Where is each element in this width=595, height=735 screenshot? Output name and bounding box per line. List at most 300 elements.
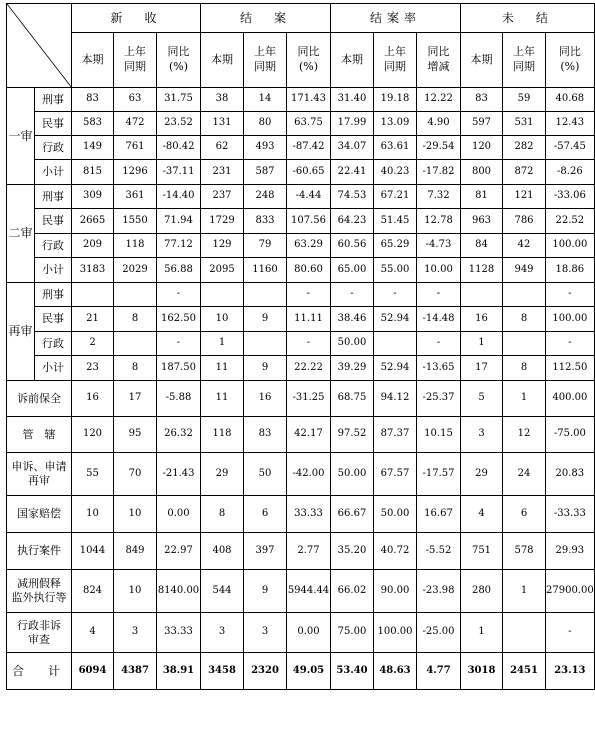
cell-closed-prior: 248 — [244, 185, 287, 209]
cell-closed-current: 237 — [201, 185, 244, 209]
cell-closed-change: 42.17 — [287, 417, 331, 453]
cell-closed-current: 1 — [201, 332, 244, 356]
corner-cell — [7, 4, 72, 88]
cell-close-rate-current: 50.00 — [331, 332, 374, 356]
cell-closed-change: 22.22 — [287, 356, 331, 381]
cell-closed-change: 33.33 — [287, 496, 331, 533]
cell-pending-current: 1 — [461, 332, 503, 356]
cell-new-prior: 10 — [114, 496, 157, 533]
cell-new-prior: 17 — [114, 381, 157, 417]
cell-new-current — [72, 283, 114, 307]
cell-pending-change: 12.43 — [546, 112, 595, 136]
cell-close-rate-prior: 65.29 — [374, 234, 417, 258]
cell-new-change: 26.32 — [157, 417, 201, 453]
cell-new-change: 162.50 — [157, 307, 201, 332]
cell-close-rate-change: 10.00 — [417, 258, 461, 283]
total-label: 合 计 — [7, 653, 72, 690]
cell-new-change: 23.52 — [157, 112, 201, 136]
cell-new-change: - — [157, 332, 201, 356]
cell-closed-prior: 14 — [244, 88, 287, 112]
cell-new-current: 6094 — [72, 653, 114, 690]
cell-new-current: 824 — [72, 570, 114, 613]
cell-new-prior: 472 — [114, 112, 157, 136]
cell-closed-change: - — [287, 332, 331, 356]
cell-pending-current: 81 — [461, 185, 503, 209]
cell-pending-change: -57.45 — [546, 136, 595, 160]
cell-new-current: 583 — [72, 112, 114, 136]
cell-close-rate-current: 75.00 — [331, 613, 374, 653]
cell-new-change: 31.75 — [157, 88, 201, 112]
row-label: 小计 — [35, 160, 72, 185]
cell-new-current: 209 — [72, 234, 114, 258]
cell-pending-current: 800 — [461, 160, 503, 185]
cell-new-current: 309 — [72, 185, 114, 209]
subheader-pending-prior: 上年 同期 — [503, 33, 546, 88]
cell-closed-current — [201, 283, 244, 307]
cell-new-change: - — [157, 283, 201, 307]
cell-new-current: 10 — [72, 496, 114, 533]
cell-pending-change: -33.33 — [546, 496, 595, 533]
cell-closed-current: 2095 — [201, 258, 244, 283]
cell-new-change: -21.43 — [157, 453, 201, 496]
cell-closed-current: 10 — [201, 307, 244, 332]
cell-closed-prior: 9 — [244, 570, 287, 613]
cell-pending-change: 22.52 — [546, 209, 595, 234]
cell-pending-prior: 2451 — [503, 653, 546, 690]
cell-closed-prior: 1160 — [244, 258, 287, 283]
cell-pending-prior — [503, 613, 546, 653]
cell-new-current: 2 — [72, 332, 114, 356]
cell-pending-change: - — [546, 613, 595, 653]
cell-close-rate-prior: 52.94 — [374, 307, 417, 332]
row-label: 民事 — [35, 307, 72, 332]
cell-closed-current: 29 — [201, 453, 244, 496]
cell-new-prior: 4387 — [114, 653, 157, 690]
cell-close-rate-change: -13.65 — [417, 356, 461, 381]
cell-new-current: 21 — [72, 307, 114, 332]
section-label: 一审 — [7, 88, 35, 185]
cell-pending-change: 400.00 — [546, 381, 595, 417]
cell-closed-change: 5944.44 — [287, 570, 331, 613]
cell-pending-current: 16 — [461, 307, 503, 332]
cell-pending-prior — [503, 283, 546, 307]
cell-close-rate-change: -4.73 — [417, 234, 461, 258]
cell-close-rate-current: 53.40 — [331, 653, 374, 690]
cell-pending-current: 751 — [461, 533, 503, 570]
row-label: 减刑假释 监外执行等 — [7, 570, 72, 613]
cell-closed-current: 3 — [201, 613, 244, 653]
table-row — [7, 185, 595, 209]
cell-closed-change: 49.05 — [287, 653, 331, 690]
cell-closed-change: 2.77 — [287, 533, 331, 570]
row-label: 管 辖 — [7, 417, 72, 453]
cell-close-rate-prior — [374, 332, 417, 356]
row-label: 诉前保全 — [7, 381, 72, 417]
cell-close-rate-current: 50.00 — [331, 453, 374, 496]
cell-pending-change: - — [546, 332, 595, 356]
cell-new-current: 4 — [72, 613, 114, 653]
cell-closed-prior: 9 — [244, 307, 287, 332]
cell-pending-change: 29.93 — [546, 533, 595, 570]
cell-close-rate-prior: 50.00 — [374, 496, 417, 533]
cell-new-change: 0.00 — [157, 496, 201, 533]
cell-pending-change: 20.83 — [546, 453, 595, 496]
cell-close-rate-change: 10.15 — [417, 417, 461, 453]
row-label: 行政 — [35, 234, 72, 258]
row-label: 执行案件 — [7, 533, 72, 570]
cell-close-rate-change: -23.98 — [417, 570, 461, 613]
table-row — [7, 381, 595, 417]
cell-closed-prior: 80 — [244, 112, 287, 136]
cell-close-rate-change: -25.37 — [417, 381, 461, 417]
row-label: 行政 — [35, 332, 72, 356]
header-group-close-rate: 结案率 — [331, 4, 461, 33]
header-row-sub — [7, 33, 595, 88]
cell-new-change: -37.11 — [157, 160, 201, 185]
cell-closed-current: 38 — [201, 88, 244, 112]
cell-closed-change: 171.43 — [287, 88, 331, 112]
cell-close-rate-current: 35.20 — [331, 533, 374, 570]
cell-pending-current: 5 — [461, 381, 503, 417]
table-row — [7, 570, 595, 613]
cell-new-prior: 849 — [114, 533, 157, 570]
cell-new-current: 3183 — [72, 258, 114, 283]
cell-close-rate-prior: 40.72 — [374, 533, 417, 570]
stats-table-sheet — [6, 3, 595, 690]
cell-close-rate-prior: 13.09 — [374, 112, 417, 136]
cell-pending-prior: 12 — [503, 417, 546, 453]
cell-new-current: 149 — [72, 136, 114, 160]
cell-close-rate-prior: 55.00 — [374, 258, 417, 283]
cell-pending-prior: 42 — [503, 234, 546, 258]
cell-close-rate-prior: 40.23 — [374, 160, 417, 185]
header-group-new: 新 收 — [72, 4, 201, 33]
cell-new-prior: 8 — [114, 356, 157, 381]
cell-pending-current: 963 — [461, 209, 503, 234]
cell-pending-change: 18.86 — [546, 258, 595, 283]
subheader-close-rate-change: 同比 增减 — [417, 33, 461, 88]
cell-new-change: -5.88 — [157, 381, 201, 417]
cell-close-rate-prior: - — [374, 283, 417, 307]
cell-new-prior: 8 — [114, 307, 157, 332]
cell-close-rate-change: -25.00 — [417, 613, 461, 653]
cell-closed-prior — [244, 283, 287, 307]
cell-closed-current: 62 — [201, 136, 244, 160]
cell-new-prior: 361 — [114, 185, 157, 209]
cell-close-rate-change: 12.22 — [417, 88, 461, 112]
table-row — [7, 234, 595, 258]
cell-close-rate-change: 12.78 — [417, 209, 461, 234]
cell-close-rate-prior: 100.00 — [374, 613, 417, 653]
cell-new-change: 22.97 — [157, 533, 201, 570]
cell-new-current: 55 — [72, 453, 114, 496]
cell-pending-prior: 24 — [503, 453, 546, 496]
cell-pending-prior — [503, 332, 546, 356]
cell-close-rate-prior: 63.61 — [374, 136, 417, 160]
cell-pending-change: -8.26 — [546, 160, 595, 185]
subheader-close-rate-prior: 上年 同期 — [374, 33, 417, 88]
cell-closed-current: 11 — [201, 356, 244, 381]
subheader-pending-change: 同比 (%) — [546, 33, 595, 88]
cell-close-rate-prior: 67.21 — [374, 185, 417, 209]
cell-closed-change: -42.00 — [287, 453, 331, 496]
cell-closed-current: 118 — [201, 417, 244, 453]
cell-pending-current: 29 — [461, 453, 503, 496]
cell-new-prior — [114, 332, 157, 356]
cell-new-change: 8140.00 — [157, 570, 201, 613]
cell-closed-prior — [244, 332, 287, 356]
cell-close-rate-current: 64.23 — [331, 209, 374, 234]
total-row — [7, 653, 595, 690]
cell-new-prior: 3 — [114, 613, 157, 653]
cell-close-rate-change: -17.57 — [417, 453, 461, 496]
cell-pending-change: -33.06 — [546, 185, 595, 209]
cell-closed-prior: 3 — [244, 613, 287, 653]
cell-pending-change: 23.13 — [546, 653, 595, 690]
cell-pending-current: 17 — [461, 356, 503, 381]
cell-close-rate-change: 7.32 — [417, 185, 461, 209]
cell-closed-prior: 493 — [244, 136, 287, 160]
subheader-new-prior: 上年 同期 — [114, 33, 157, 88]
cell-pending-change: 112.50 — [546, 356, 595, 381]
cell-new-prior: 10 — [114, 570, 157, 613]
cell-closed-prior: 2320 — [244, 653, 287, 690]
cell-pending-current: 597 — [461, 112, 503, 136]
cell-new-change: 77.12 — [157, 234, 201, 258]
table-row — [7, 417, 595, 453]
table-row — [7, 496, 595, 533]
cell-new-current: 1044 — [72, 533, 114, 570]
cell-close-rate-current: 97.52 — [331, 417, 374, 453]
cell-closed-current: 1729 — [201, 209, 244, 234]
table-row — [7, 332, 595, 356]
cell-pending-current: 1 — [461, 613, 503, 653]
cell-closed-change: -4.44 — [287, 185, 331, 209]
cell-closed-change: -87.42 — [287, 136, 331, 160]
cell-new-change: -14.40 — [157, 185, 201, 209]
subheader-new-change: 同比 (%) — [157, 33, 201, 88]
cell-close-rate-prior: 67.57 — [374, 453, 417, 496]
table-row — [7, 307, 595, 332]
cell-closed-prior: 6 — [244, 496, 287, 533]
cell-close-rate-prior: 51.45 — [374, 209, 417, 234]
cell-pending-prior: 872 — [503, 160, 546, 185]
cell-close-rate-change: -5.52 — [417, 533, 461, 570]
cell-close-rate-change: -17.82 — [417, 160, 461, 185]
cell-new-prior: 95 — [114, 417, 157, 453]
row-label: 民事 — [35, 209, 72, 234]
cell-new-change: 38.91 — [157, 653, 201, 690]
cell-close-rate-current: 60.56 — [331, 234, 374, 258]
table-row — [7, 283, 595, 307]
cell-pending-current: 120 — [461, 136, 503, 160]
cell-close-rate-current: 38.46 — [331, 307, 374, 332]
cell-close-rate-change: - — [417, 283, 461, 307]
cell-new-change: 187.50 — [157, 356, 201, 381]
row-label: 刑事 — [35, 283, 72, 307]
cell-pending-current: 3018 — [461, 653, 503, 690]
cell-close-rate-prior: 52.94 — [374, 356, 417, 381]
subheader-closed-prior: 上年 同期 — [244, 33, 287, 88]
cell-pending-change: 100.00 — [546, 234, 595, 258]
cell-close-rate-current: - — [331, 283, 374, 307]
cell-close-rate-change: 4.77 — [417, 653, 461, 690]
table-row — [7, 613, 595, 653]
header-row-groups — [7, 4, 595, 33]
cell-pending-current: 83 — [461, 88, 503, 112]
cell-pending-current: 1128 — [461, 258, 503, 283]
table-row — [7, 209, 595, 234]
header-group-pending: 未 结 — [461, 4, 595, 33]
cell-close-rate-change: -14.48 — [417, 307, 461, 332]
cell-closed-current: 131 — [201, 112, 244, 136]
cell-closed-prior: 79 — [244, 234, 287, 258]
cell-close-rate-current: 66.02 — [331, 570, 374, 613]
cell-close-rate-current: 65.00 — [331, 258, 374, 283]
cell-pending-prior: 59 — [503, 88, 546, 112]
cell-new-change: 33.33 — [157, 613, 201, 653]
cell-pending-change: 100.00 — [546, 307, 595, 332]
cell-close-rate-current: 66.67 — [331, 496, 374, 533]
row-label: 小计 — [35, 258, 72, 283]
table-row — [7, 136, 595, 160]
row-label: 民事 — [35, 112, 72, 136]
cell-new-change: 56.88 — [157, 258, 201, 283]
corner-diagonal — [7, 4, 72, 88]
cell-pending-prior: 6 — [503, 496, 546, 533]
cell-new-current: 120 — [72, 417, 114, 453]
cell-new-current: 815 — [72, 160, 114, 185]
cell-new-change: 71.94 — [157, 209, 201, 234]
row-label: 刑事 — [35, 185, 72, 209]
cell-closed-change: -60.65 — [287, 160, 331, 185]
cell-new-current: 23 — [72, 356, 114, 381]
cell-close-rate-current: 68.75 — [331, 381, 374, 417]
cell-closed-prior: 397 — [244, 533, 287, 570]
cell-pending-prior: 1 — [503, 570, 546, 613]
cell-closed-change: 107.56 — [287, 209, 331, 234]
cell-closed-change: 11.11 — [287, 307, 331, 332]
cell-pending-prior: 531 — [503, 112, 546, 136]
subheader-closed-change: 同比 (%) — [287, 33, 331, 88]
table-row — [7, 112, 595, 136]
cell-close-rate-change: -29.54 — [417, 136, 461, 160]
cell-new-current: 16 — [72, 381, 114, 417]
cell-pending-change: - — [546, 283, 595, 307]
cell-pending-prior: 8 — [503, 356, 546, 381]
cell-closed-change: 80.60 — [287, 258, 331, 283]
cell-closed-prior: 587 — [244, 160, 287, 185]
case-statistics-table — [6, 3, 595, 690]
section-label: 二审 — [7, 185, 35, 283]
cell-close-rate-current: 39.29 — [331, 356, 374, 381]
cell-closed-change: 63.75 — [287, 112, 331, 136]
cell-close-rate-prior: 87.37 — [374, 417, 417, 453]
cell-close-rate-change: 16.67 — [417, 496, 461, 533]
cell-new-prior: 761 — [114, 136, 157, 160]
cell-closed-current: 11 — [201, 381, 244, 417]
cell-close-rate-change: - — [417, 332, 461, 356]
cell-pending-current: 84 — [461, 234, 503, 258]
cell-closed-prior: 50 — [244, 453, 287, 496]
subheader-new-current: 本期 — [72, 33, 114, 88]
cell-closed-change: -31.25 — [287, 381, 331, 417]
table-row — [7, 160, 595, 185]
cell-closed-change: 0.00 — [287, 613, 331, 653]
subheader-closed-current: 本期 — [201, 33, 244, 88]
row-label: 行政非诉 审查 — [7, 613, 72, 653]
cell-closed-prior: 833 — [244, 209, 287, 234]
cell-closed-current: 8 — [201, 496, 244, 533]
cell-new-change: -80.42 — [157, 136, 201, 160]
cell-closed-prior: 16 — [244, 381, 287, 417]
cell-pending-prior: 1 — [503, 381, 546, 417]
table-row — [7, 533, 595, 570]
row-label: 行政 — [35, 136, 72, 160]
cell-new-prior — [114, 283, 157, 307]
cell-pending-change: 40.68 — [546, 88, 595, 112]
cell-close-rate-current: 74.53 — [331, 185, 374, 209]
row-label: 国家赔偿 — [7, 496, 72, 533]
cell-closed-current: 129 — [201, 234, 244, 258]
cell-pending-prior: 786 — [503, 209, 546, 234]
cell-new-current: 2665 — [72, 209, 114, 234]
cell-closed-current: 408 — [201, 533, 244, 570]
row-label: 申诉、申请 再审 — [7, 453, 72, 496]
cell-pending-current: 280 — [461, 570, 503, 613]
subheader-close-rate-current: 本期 — [331, 33, 374, 88]
cell-close-rate-prior: 90.00 — [374, 570, 417, 613]
cell-closed-current: 544 — [201, 570, 244, 613]
cell-close-rate-current: 17.99 — [331, 112, 374, 136]
cell-closed-prior: 9 — [244, 356, 287, 381]
cell-new-current: 83 — [72, 88, 114, 112]
table-row — [7, 356, 595, 381]
header-group-closed: 结 案 — [201, 4, 331, 33]
subheader-pending-current: 本期 — [461, 33, 503, 88]
cell-pending-change: 27900.00 — [546, 570, 595, 613]
cell-pending-prior: 949 — [503, 258, 546, 283]
cell-closed-change: - — [287, 283, 331, 307]
cell-close-rate-current: 31.40 — [331, 88, 374, 112]
cell-close-rate-prior: 94.12 — [374, 381, 417, 417]
row-label: 小计 — [35, 356, 72, 381]
cell-new-prior: 118 — [114, 234, 157, 258]
cell-closed-current: 231 — [201, 160, 244, 185]
cell-pending-prior: 282 — [503, 136, 546, 160]
row-label: 刑事 — [35, 88, 72, 112]
cell-new-prior: 1296 — [114, 160, 157, 185]
cell-pending-current: 3 — [461, 417, 503, 453]
cell-pending-prior: 578 — [503, 533, 546, 570]
cell-close-rate-current: 22.41 — [331, 160, 374, 185]
cell-closed-change: 63.29 — [287, 234, 331, 258]
cell-new-prior: 1550 — [114, 209, 157, 234]
cell-pending-current — [461, 283, 503, 307]
cell-close-rate-prior: 19.18 — [374, 88, 417, 112]
cell-closed-current: 3458 — [201, 653, 244, 690]
table-row — [7, 453, 595, 496]
cell-pending-prior: 8 — [503, 307, 546, 332]
cell-new-prior: 2029 — [114, 258, 157, 283]
cell-closed-prior: 83 — [244, 417, 287, 453]
cell-close-rate-prior: 48.63 — [374, 653, 417, 690]
cell-close-rate-change: 4.90 — [417, 112, 461, 136]
cell-pending-current: 4 — [461, 496, 503, 533]
cell-new-prior: 63 — [114, 88, 157, 112]
table-row — [7, 88, 595, 112]
cell-new-prior: 70 — [114, 453, 157, 496]
